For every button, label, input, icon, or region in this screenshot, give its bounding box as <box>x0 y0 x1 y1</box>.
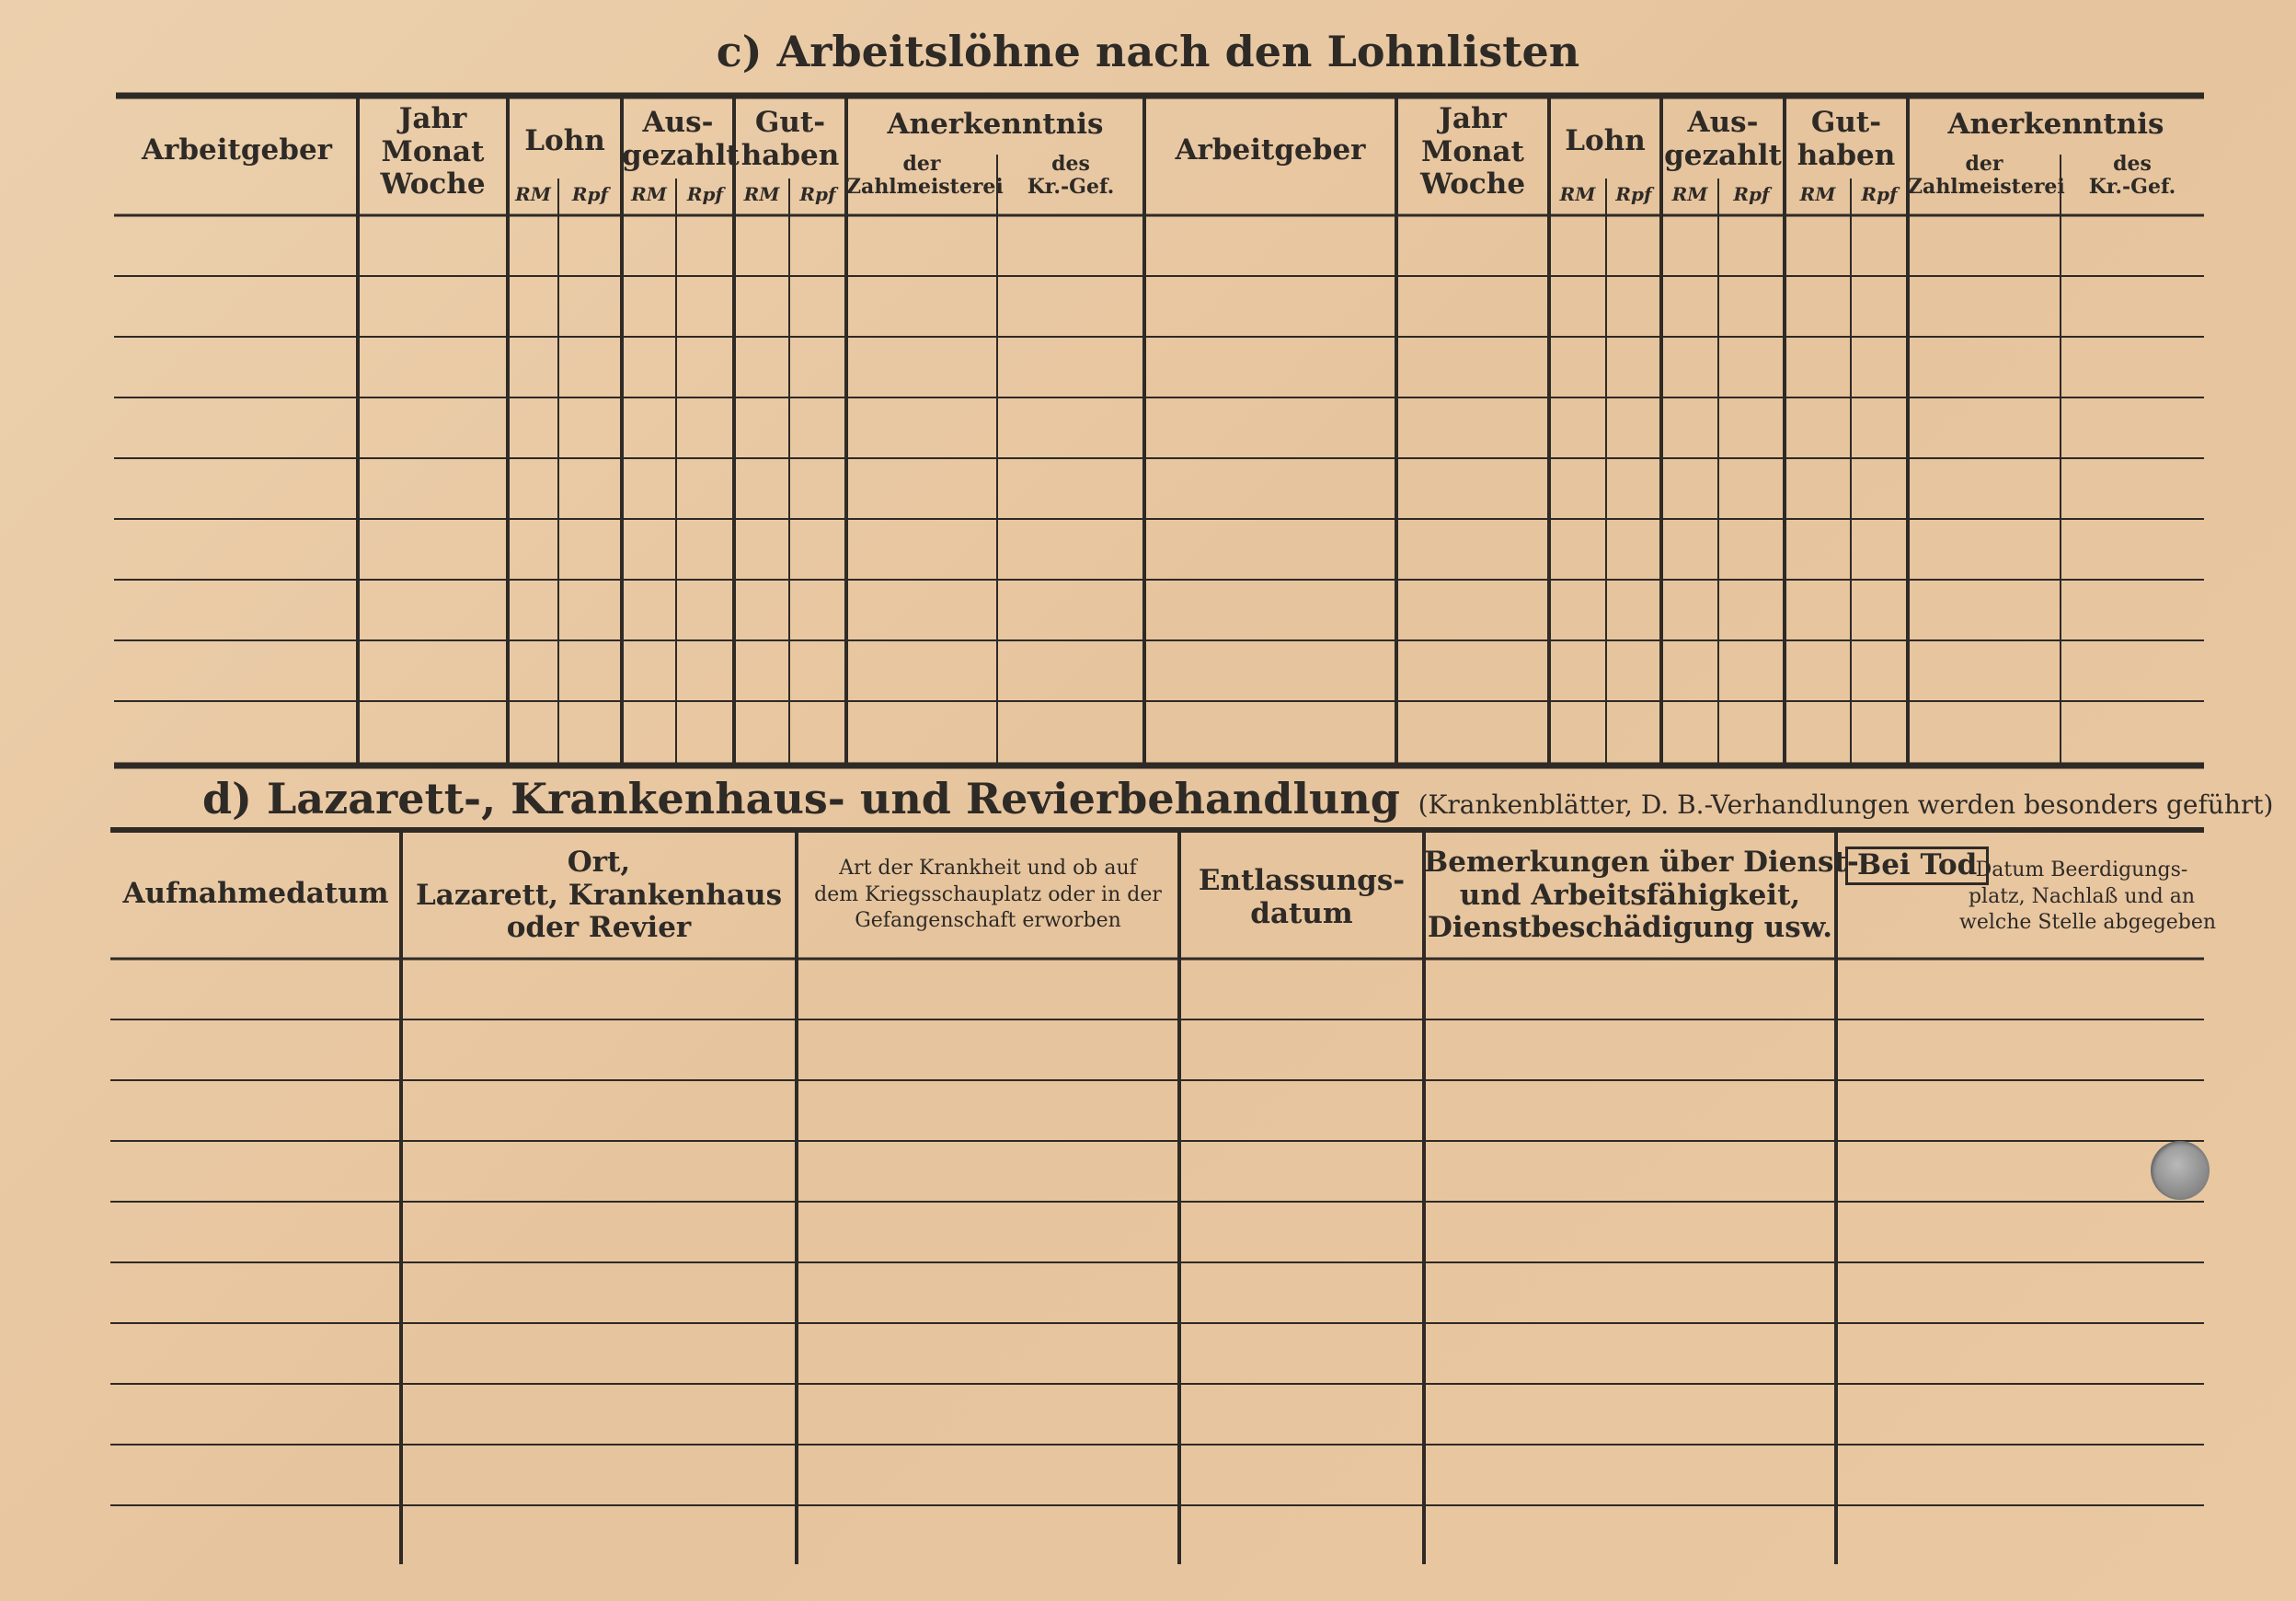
section-c-title: c) Arbeitslöhne nach den Lohnlisten <box>716 27 1580 76</box>
header-guthaben-right: Gut- haben <box>1797 106 1896 172</box>
header-arbeitgeber-right: Arbeitgeber <box>1175 133 1366 167</box>
header-zahlmeisterei-left: der Zahlmeisterei <box>846 152 1004 200</box>
guthaben-rpf-right: Rpf <box>1861 183 1898 205</box>
section-d-title: d) Lazarett-, Krankenhaus- und Revierbehandlung <box>202 774 1400 824</box>
guthaben-rm-right: RM <box>1799 183 1836 205</box>
header-arbeitgeber-left: Arbeitgeber <box>141 133 332 167</box>
ausgezahlt-rm-left: RM <box>631 183 667 205</box>
lohn-rm-left: RM <box>515 183 551 205</box>
header-anerkenntnis-left: Anerkenntnis <box>887 108 1104 141</box>
header-bei-tod: Bei Tod <box>1845 847 1989 885</box>
header-ausgezahlt-left: Aus- gezahlt <box>622 106 740 172</box>
ausgezahlt-rm-right: RM <box>1671 183 1708 205</box>
ausgezahlt-rpf-left: Rpf <box>686 183 724 205</box>
header-datum-beerdigung: Datum Beerdigungs- platz, Nachlaß und an welche Stelle abgegeben <box>1959 858 2217 935</box>
header-bemerkungen: Bemerkungen über Dienst- und Arbeitsfähigkeit, Dienstbeschädigung usw. <box>1424 846 1859 945</box>
header-art-krankheit: Art der Krankheit und ob auf dem Kriegsschauplatz oder in der Gefangenschaft erworben <box>814 857 1162 933</box>
guthaben-rpf-left: Rpf <box>799 183 836 205</box>
header-anerkenntnis-right: Anerkenntnis <box>1947 108 2164 141</box>
header-lohn-right: Lohn <box>1565 124 1646 157</box>
header-zahlmeisterei-right: der Zahlmeisterei <box>1908 152 2065 200</box>
header-lohn-left: Lohn <box>524 124 605 157</box>
lohn-rpf-right: Rpf <box>1615 183 1652 205</box>
lohn-rm-right: RM <box>1559 183 1596 205</box>
punch-hole <box>2151 1141 2210 1200</box>
guthaben-rm-left: RM <box>743 183 780 205</box>
header-ausgezahlt-right: Aus- gezahlt <box>1664 106 1782 172</box>
header-krgef-left: des Kr.-Gef. <box>1027 152 1115 200</box>
header-zeit-left: Jahr Monat Woche <box>380 102 486 202</box>
header-entlassungsdatum: Entlassungs- datum <box>1198 864 1406 930</box>
header-ort: Ort, Lazarett, Krankenhaus oder Revier <box>415 846 783 945</box>
lohn-rpf-left: Rpf <box>571 183 609 205</box>
section-d-title-row <box>202 775 2273 824</box>
section-d-note: (Krankenblätter, D. B.-Verhandlungen werden besonders geführt) <box>1418 789 2274 820</box>
header-guthaben-left: Gut- haben <box>740 106 840 172</box>
header-aufnahmedatum: Aufnahmedatum <box>122 877 389 910</box>
header-zeit-right: Jahr Monat Woche <box>1419 102 1526 202</box>
ausgezahlt-rpf-right: Rpf <box>1733 183 1770 205</box>
header-krgef-right: des Kr.-Gef. <box>2088 152 2176 200</box>
